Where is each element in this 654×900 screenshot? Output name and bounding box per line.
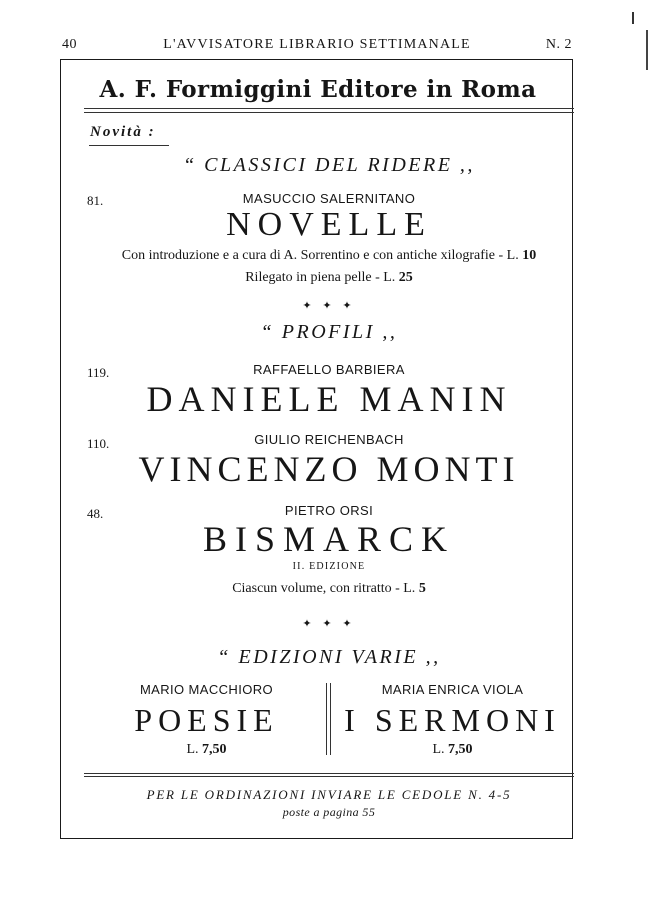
book-author: MARIO MACCHIORO [139, 682, 274, 697]
series-title: “ PROFILI ,, [260, 321, 398, 343]
divider [84, 112, 574, 113]
page-number: 40 [62, 37, 77, 52]
book-title: NOVELLE [226, 206, 432, 243]
book-title: DANIELE MANIN [146, 379, 512, 419]
book-author: GIULIO REICHENBACH [254, 432, 404, 447]
divider [84, 776, 574, 777]
price-prefix: L. [186, 742, 199, 757]
book-column-right [330, 682, 575, 758]
journal-title: L'AVVISATORE LIBRARIO SETTIMANALE [163, 37, 471, 52]
novita-heading: Novità : [90, 124, 156, 140]
book-author: PIETRO ORSI [284, 503, 374, 518]
book-number: 110. [87, 436, 110, 451]
book-title: BISMARCK [202, 519, 456, 559]
book-info-text: Con introduzione e a cura di A. Sorrentino e con antiche xilografie - L. [121, 248, 519, 263]
book-author: RAFFAELLO BARBIERA [253, 362, 405, 377]
book-binding-text: Rilegato in piena pelle - L. [245, 270, 396, 285]
divider [84, 108, 574, 109]
book-title: I SERMONI [344, 702, 561, 738]
book-price [330, 742, 575, 758]
book-author: MARIA ENRICA VIOLA [381, 682, 524, 697]
edge-mark [632, 12, 634, 24]
price-value: 7,50 [448, 742, 473, 757]
price-prefix: L. [432, 742, 445, 757]
ornament-separator: ✦ ✦ ✦ [302, 618, 356, 630]
issue-number: N. 2 [545, 37, 572, 52]
price-note-text: Ciascun volume, con ritratto - L. [232, 581, 416, 596]
book-info [84, 248, 574, 264]
divider [89, 145, 169, 146]
book-edition: II. EDIZIONE [292, 561, 366, 572]
price-value: 7,50 [202, 742, 227, 757]
book-number: 119. [87, 365, 110, 380]
running-head [62, 37, 572, 57]
series-price: 5 [418, 581, 426, 596]
order-note-page: poste a pagina 55 [282, 805, 376, 819]
ornament-separator: ✦ ✦ ✦ [302, 300, 356, 312]
divider [84, 773, 574, 774]
edge-mark [646, 30, 648, 70]
book-price: 10 [522, 248, 537, 263]
series-price-note [84, 581, 574, 597]
book-number: 81. [87, 193, 104, 208]
book-price [84, 742, 329, 758]
book-author: MASUCCIO SALERNITANO [242, 191, 416, 206]
book-binding-price: 25 [398, 270, 413, 285]
series-title: “ EDIZIONI VARIE ,, [217, 646, 441, 668]
series-title: “ CLASSICI DEL RIDERE ,, [183, 154, 475, 176]
book-title: VINCENZO MONTI [138, 449, 520, 489]
book-binding-info [84, 270, 574, 286]
book-column-left [84, 682, 329, 758]
book-title: POESIE [134, 702, 279, 738]
publisher-heading: A. F. Formiggini Editore in Roma [99, 76, 537, 103]
book-number: 48. [87, 506, 104, 521]
order-note: PER LE ORDINAZIONI INVIARE LE CEDOLE N. 4-5 [146, 787, 512, 802]
